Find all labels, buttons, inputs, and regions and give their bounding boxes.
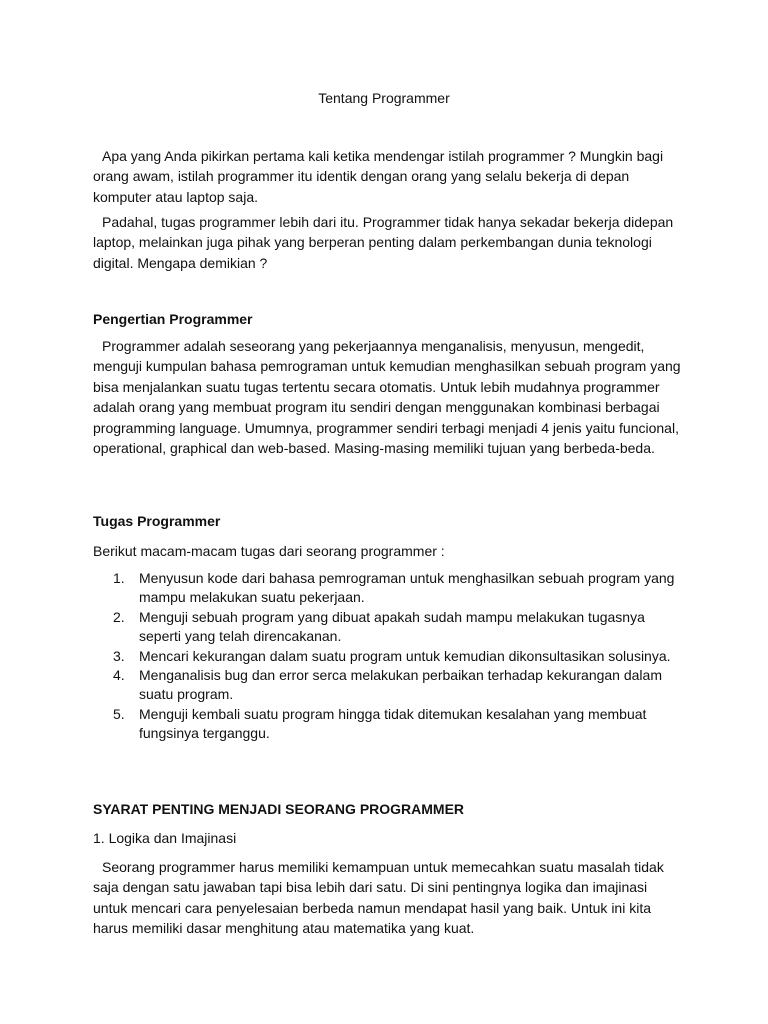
intro-paragraph-2-text: Padahal, tugas programmer lebih dari itu. Programmer tidak hanya sekadar bekerja didepan laptop, melainkan juga pihak yang berperan penting dalam perkembangan dunia teknologi digital. Mengapa demikian ?	[93, 214, 674, 271]
syarat-paragraph-1	[93, 857, 683, 939]
intro-paragraph-1-text: Apa yang Anda pikirkan pertama kali ketika mendengar istilah programmer ? Mungkin bagi orang awam, istilah programmer itu identik dengan orang yang selalu bekerja di depan komputer atau laptop saja.	[93, 148, 664, 205]
pengertian-paragraph-text: Programmer adalah seseorang yang pekerjaannya menganalisis, menyusun, mengedit, menguji kumpulan bahasa pemrograman untuk kemudian menghasilkan sebuah program yang bisa menjalankan suatu tugas tertentu secara otomatis. Untuk lebih mudahnya programmer adalah orang yang membuat program itu sendiri dengan menggunakan kombinasi berbagai programming language. Umumnya, programmer sendiri terbagi menjadi 4 jenis yaitu funcional, operational, graphical dan web-based. Masing-masing memiliki tujuan yang berbeda-beda.	[93, 338, 681, 457]
list-item	[93, 569, 683, 608]
syarat-paragraph-1-text: Seorang programmer harus memiliki kemampuan untuk memecahkan suatu masalah tidak saja dengan satu jawaban tapi bisa lebih dari satu. Di sini pentingnya logika dan imajinasi untuk mencari cara penyelesaian berbeda namun mendapat hasil yang baik. Untuk ini kita harus memiliki dasar menghitung atau matematika yang kuat.	[93, 859, 664, 937]
list-item	[93, 666, 683, 705]
list-item	[93, 608, 683, 647]
intro-paragraph-2	[93, 212, 683, 273]
list-item-text: Menguji sebuah program yang dibuat apakah sudah mampu melakukan tugasnya seperti yang telah direncakanan.	[139, 608, 645, 645]
list-item-text: Menganalisis bug dan error serca melakukan perbaikan terhadap kekurangan dalam suatu program.	[139, 667, 662, 703]
list-item-number: 5.	[113, 705, 125, 722]
list-item-number: 1.	[113, 570, 125, 586]
syarat-subheading-1: 1. Logika dan Imajinasi	[93, 830, 237, 846]
list-item-text: Menyusun kode dari bahasa pemrograman untuk menghasilkan sebuah program yang mampu melakukan suatu pekerjaan.	[139, 570, 675, 606]
list-item	[93, 647, 683, 666]
document-title: Tentang Programmer	[318, 90, 450, 106]
syarat-heading: SYARAT PENTING MENJADI SEORANG PROGRAMMER	[93, 801, 465, 817]
tugas-list	[93, 569, 683, 744]
tugas-lead: Berikut macam-macam tugas dari seorang programmer :	[93, 543, 445, 559]
intro-paragraph-1	[93, 146, 683, 207]
list-item-number: 4.	[113, 667, 125, 684]
pengertian-heading: Pengertian Programmer	[93, 311, 253, 327]
list-item	[93, 705, 683, 744]
list-item-text: Mencari kekurangan dalam suatu program untuk kemudian dikonsultasikan solusinya.	[139, 647, 671, 664]
tugas-heading: Tugas Programmer	[93, 513, 221, 529]
list-item-number: 2.	[113, 608, 125, 625]
pengertian-paragraph	[93, 336, 683, 458]
list-item-number: 3.	[113, 647, 125, 664]
list-item-text: Menguji kembali suatu program hingga tidak ditemukan kesalahan yang membuat fungsinya terganggu.	[139, 705, 647, 742]
